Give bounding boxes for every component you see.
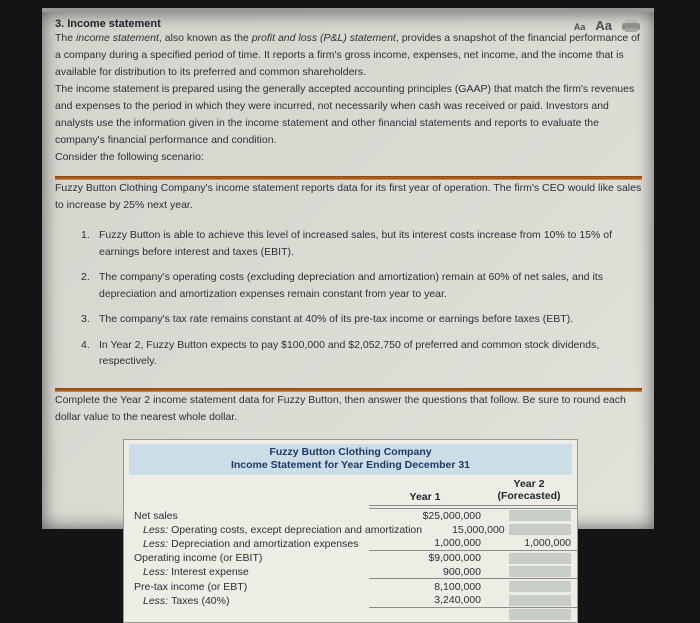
scenario-lead: Fuzzy Button Clothing Company's income statement reports data for its first year of operation. The firm's CEO would like sales to increase by 25% next year. <box>55 180 642 214</box>
year1-value: $25,000,000 <box>369 509 481 523</box>
table-row-pretax-income: Pre-tax income (or EBT) 8,100,000 <box>124 579 577 593</box>
year1-value: 3,240,000 <box>369 594 481 608</box>
table-title-company: Fuzzy Button Clothing Company <box>129 446 572 459</box>
table-row-operating-income: Operating income (or EBIT) $9,000,000 <box>124 551 577 565</box>
scenario-item-3: 3. The company's tax rate remains constant at 40% of its pre-tax income or earnings before taxes (EBT). <box>81 311 642 328</box>
year2-input-operating-income[interactable] <box>509 553 571 564</box>
table-row-net-sales: Net sales $25,000,000 <box>124 509 577 523</box>
year1-value: 900,000 <box>369 565 481 579</box>
intro-paragraph-2: The income statement is prepared using the generally accepted accounting principles (GAAP) that match the firm's revenues and expenses to the period in which they were incurred, not necessarily when cash was received or paid. Investors and analysts use the information given in the income statement and other financial statements and reports to evaluate the company's financial performance and condition. <box>55 81 642 149</box>
year2-value-depreciation: 1,000,000 <box>481 537 577 551</box>
table-row-depreciation: Less: Depreciation and amortization expenses 1,000,000 1,000,000 <box>124 537 577 551</box>
scenario-item-4: 4. In Year 2, Fuzzy Button expects to pay $100,000 and $2,052,750 of preferred and common stock dividends, respectively. <box>81 337 642 370</box>
table-title-statement: Income Statement for Year Ending December 31 <box>129 459 572 472</box>
income-statement-term: income statement <box>76 32 159 44</box>
page-title: 3. Income statement <box>55 15 642 30</box>
table-title <box>129 444 572 475</box>
table-column-headers <box>124 478 577 509</box>
font-size-increase-button[interactable]: Aa <box>595 18 612 33</box>
year2-input-interest-expense[interactable] <box>509 566 571 577</box>
year1-value: 1,000,000 <box>369 537 481 551</box>
table-row-interest-expense: Less: Interest expense 900,000 <box>124 565 577 579</box>
task-instructions: Complete the Year 2 income statement data for Fuzzy Button, then answer the questions that follow. Be sure to round each dollar value to the nearest whole dollar. <box>55 392 642 426</box>
year1-column-header: Year 1 <box>369 478 481 509</box>
year2-input-taxes[interactable] <box>509 595 571 606</box>
page-toolbar <box>574 18 640 33</box>
table-row-taxes: Less: Taxes (40%) 3,240,000 <box>124 594 577 608</box>
font-size-decrease-button[interactable]: Aa <box>574 18 586 32</box>
scenario-item-2: 2. The company's operating costs (excluding depreciation and amortization) remain at 60% of net sales, and its depreciation and amortization expenses remain constant from year to year. <box>81 269 642 302</box>
year1-value: $9,000,000 <box>369 551 481 565</box>
table-row-operating-costs: Less: Operating costs, except depreciation and amortization 15,000,000 <box>124 523 577 537</box>
intro-paragraph-1: The income statement, also known as the profit and loss (P&L) statement, provides a snapshot of the financial performance of a company during a specified period of time. It reports a firm's gross income, expenses, net income, and the income that is available for distribution to its preferred and common shareholders. <box>55 30 642 81</box>
scenario-item-1: 1. Fuzzy Button is able to achieve this level of increased sales, but its interest costs increase from 10% to 15% of earnings before interest and taxes (EBIT). <box>81 227 642 260</box>
year2-input-net-sales[interactable] <box>509 510 571 521</box>
year1-value: 15,000,000 <box>422 523 505 537</box>
app-page <box>42 8 654 529</box>
year1-value: 8,100,000 <box>369 579 481 593</box>
print-icon[interactable] <box>622 19 640 33</box>
year2-input-next-row[interactable] <box>509 609 571 620</box>
scenario-list <box>55 227 642 370</box>
scenario-prompt: Consider the following scenario: <box>55 149 642 166</box>
year2-column-header: Year 2 (Forecasted) <box>481 478 577 509</box>
pl-statement-term: profit and loss (P&L) statement <box>252 32 396 44</box>
year2-input-operating-costs[interactable] <box>509 524 571 535</box>
table-row-partial <box>124 608 577 622</box>
income-statement-table <box>123 439 578 623</box>
year2-input-pretax-income[interactable] <box>509 581 571 592</box>
